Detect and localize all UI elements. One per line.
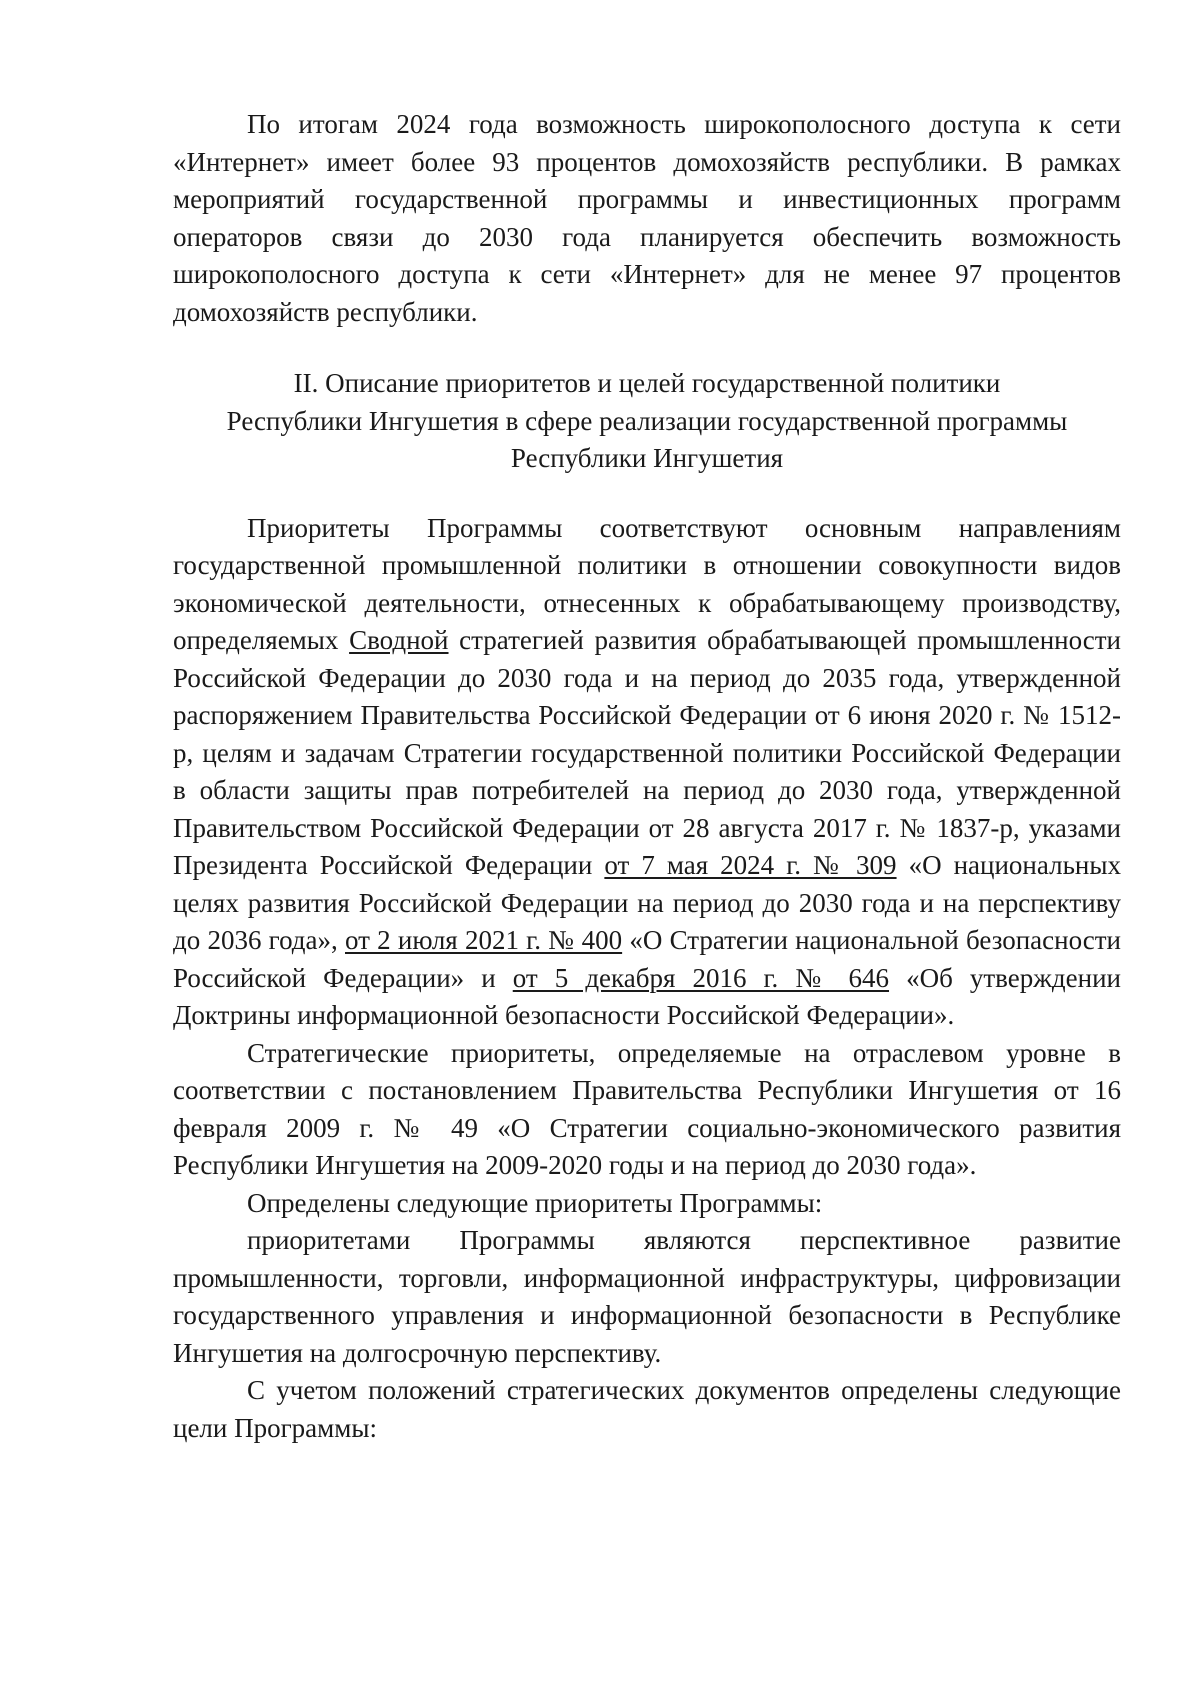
text-run: «О Стратегии национальной безопасности Российской Федерации» и: [173, 925, 1121, 993]
link-decree-646[interactable]: от 5 декабря 2016 г. № 646: [512, 962, 890, 993]
link-decree-309[interactable]: от 7 мая 2024 г. № 309: [604, 850, 897, 880]
paragraph-broadband-access: По итогам 2024 года возможность широкополосного доступа к сети «Интернет» имеет более 93 процентов домохозяйств республики. В рамках мероприятий государственной программы и инвестиционных программ операторов связи до 2030 года планируется обеспечить возможность широкополосного доступа к сети «Интернет» для не менее 97 процентов домохозяйств республики.: [173, 109, 1121, 327]
document-body: [173, 106, 1121, 1447]
paragraph-strategic-priorities: Стратегические приоритеты, определяемые на отраслевом уровне в соответствии с постановлением Правительства Республики Ингушетия от 16 февраля 2009 г. № 49 «О Стратегии социально-экономического развития Республики Ингушетия на 2009-2020 годы и на период до 2030 года».: [173, 1037, 1121, 1180]
paragraph-program-priorities: [173, 510, 1121, 1035]
paragraph-goals-intro: С учетом положений стратегических документов определены следующие цели Программы:: [173, 1375, 1121, 1443]
heading-line-2: Республики Ингушетия в сфере реализации государственной программы: [226, 405, 1068, 436]
text-run: Приоритеты Программы соответствуют основным направлениям государственной промышленной политики в отношении совокупности видов экономической деятельности, отнесенных к обрабатывающему производству, определяемых: [173, 512, 1121, 655]
link-consolidated-strategy[interactable]: Сводной: [349, 625, 449, 655]
link-decree-400[interactable]: от 2 июля 2021 г. № 400: [345, 925, 623, 955]
paragraph-priorities-list: приоритетами Программы являются перспективное развитие промышленности, торговли, информационной инфраструктуры, цифровизации государственного управления и информационной безопасности в Республике Ингушетия на долгосрочную перспективу.: [173, 1225, 1121, 1368]
text-run: «О национальных целях развития Российской Федерации на период до 2030 года и на перспективу до 2036 года»,: [173, 850, 1121, 955]
paragraph-priorities-intro: Определены следующие приоритеты Программы:: [247, 1187, 823, 1218]
heading-line-3: Республики Ингушетия: [510, 443, 784, 473]
text-run: стратегией развития обрабатывающей промышленности Российской Федерации до 2030 года и на период до 2035 года, утвержденной распоряжением Правительства Российской Федерации от 6 июня 2020 г. № 1512-р, целям и задачам Стратегии государственной политики Российской Федерации в области защиты прав потребителей на период до 2030 года, утвержденной Правительством Российской Федерации от 28 августа 2017 г. № 1837-р, указами Президента Российской Федерации: [173, 625, 1121, 880]
heading-line-1: II. Описание приоритетов и целей государственной политики: [293, 368, 1001, 398]
text-run: «Об утверждении Доктрины информационной безопасности Российской Федерации».: [173, 962, 1121, 1030]
section-heading: [173, 365, 1121, 478]
